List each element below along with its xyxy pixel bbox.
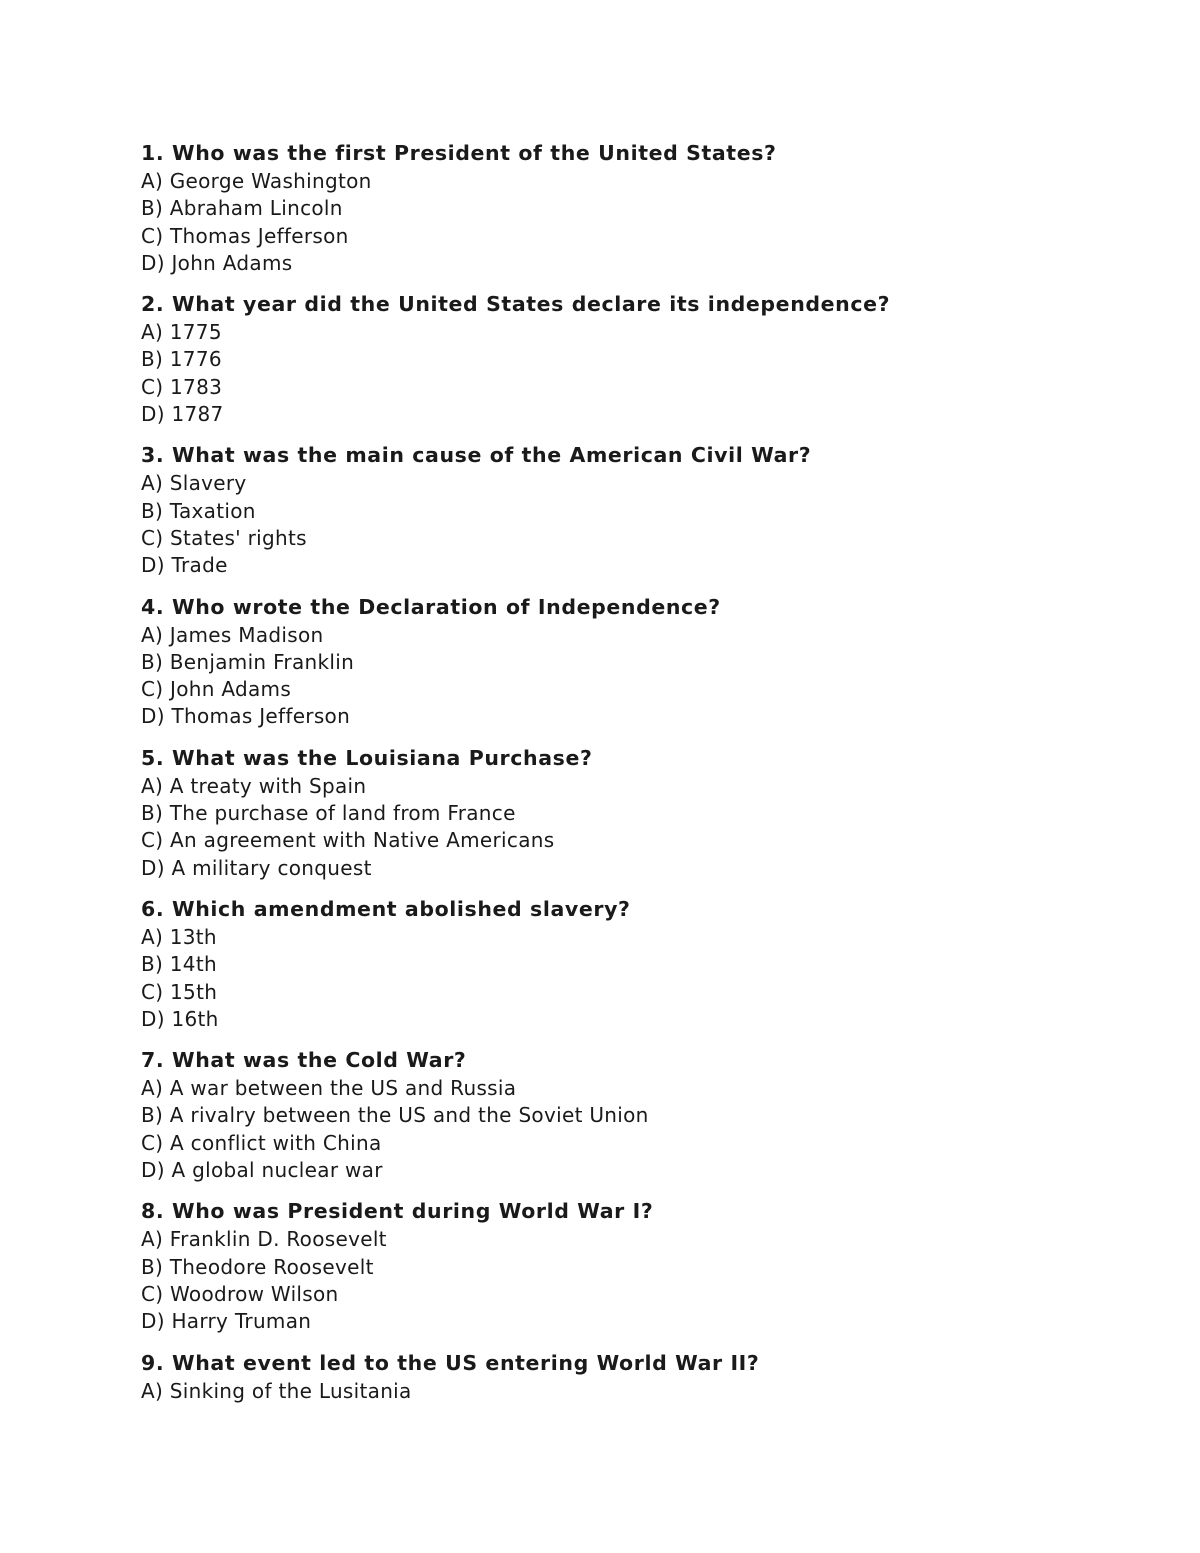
answer-option: B) A rivalry between the US and the Soviet Union — [141, 1103, 649, 1128]
answer-option: D) John Adams — [141, 250, 293, 275]
answer-option: C) States' rights — [141, 525, 307, 550]
question-2 — [141, 290, 1141, 428]
question-number: 5. — [141, 745, 165, 770]
question-number: 4. — [141, 594, 165, 619]
question-9 — [141, 1349, 1141, 1405]
question-text: Who was the first President of the United States? — [172, 141, 777, 165]
answer-option: C) Thomas Jefferson — [141, 223, 349, 248]
answer-option: D) 16th — [141, 1006, 219, 1031]
answer-option: C) A conflict with China — [141, 1130, 382, 1155]
question-title — [141, 1197, 1141, 1226]
answer-option: B) Theodore Roosevelt — [141, 1254, 374, 1279]
question-title — [141, 1349, 1141, 1378]
answer-option: A) James Madison — [141, 622, 324, 647]
question-number: 7. — [141, 1048, 165, 1073]
answer-option: D) Thomas Jefferson — [141, 704, 351, 729]
answer-option: A) Sinking of the Lusitania — [141, 1378, 412, 1403]
question-6 — [141, 895, 1141, 1033]
answer-option: A) 13th — [141, 924, 217, 949]
answer-option: A) 1775 — [141, 320, 222, 345]
answer-option: A) A war between the US and Russia — [141, 1076, 517, 1101]
answer-option: B) Abraham Lincoln — [141, 196, 343, 221]
question-4 — [141, 593, 1141, 731]
question-title — [141, 895, 1141, 924]
question-text: Which amendment abolished slavery? — [172, 896, 631, 921]
answer-option: A) A treaty with Spain — [141, 773, 367, 798]
question-number: 3. — [141, 443, 165, 468]
answer-option: C) Woodrow Wilson — [141, 1281, 339, 1306]
answer-option: D) Harry Truman — [141, 1309, 312, 1334]
answer-option: D) Trade — [141, 553, 228, 578]
answer-option: A) Slavery — [141, 471, 247, 496]
answer-option: C) 15th — [141, 979, 218, 1004]
question-5 — [141, 744, 1141, 882]
answer-option: B) Taxation — [141, 498, 256, 523]
question-3 — [141, 441, 1141, 579]
question-8 — [141, 1197, 1141, 1335]
question-title — [141, 744, 1141, 773]
question-title — [141, 1046, 1141, 1075]
answer-option: B) 1776 — [141, 347, 222, 372]
answer-option: C) 1783 — [141, 374, 223, 399]
answer-option: B) 14th — [141, 952, 217, 977]
question-text: Who was President during World War I? — [172, 1199, 654, 1224]
question-number: 8. — [141, 1199, 165, 1224]
question-text: What event led to the US entering World War II? — [172, 1350, 760, 1375]
question-text: What was the main cause of the American Civil War? — [172, 443, 812, 468]
question-number: 2. — [141, 292, 165, 317]
question-1 — [141, 139, 1141, 277]
answer-option: D) A global nuclear war — [141, 1158, 383, 1183]
question-title — [141, 139, 1141, 168]
question-text: What was the Cold War? — [172, 1048, 467, 1073]
question-text: What year did the United States declare its independence? — [172, 292, 891, 317]
answer-option: B) Benjamin Franklin — [141, 649, 355, 674]
question-number: 6. — [141, 896, 165, 921]
question-text: Who wrote the Declaration of Independence? — [172, 594, 721, 619]
answer-option: A) George Washington — [141, 169, 372, 193]
question-7 — [141, 1046, 1141, 1184]
question-number: 9. — [141, 1350, 165, 1375]
question-number: 1. — [141, 141, 165, 165]
answer-option: B) The purchase of land from France — [141, 801, 516, 826]
answer-option: D) A military conquest — [141, 855, 372, 880]
question-text: What was the Louisiana Purchase? — [172, 745, 593, 770]
quiz-document — [141, 139, 1141, 1418]
answer-option: C) John Adams — [141, 677, 292, 702]
answer-option: D) 1787 — [141, 402, 224, 427]
question-title — [141, 290, 1141, 319]
answer-option: A) Franklin D. Roosevelt — [141, 1227, 387, 1252]
question-title — [141, 593, 1141, 622]
answer-option: C) An agreement with Native Americans — [141, 828, 555, 853]
question-title — [141, 441, 1141, 470]
